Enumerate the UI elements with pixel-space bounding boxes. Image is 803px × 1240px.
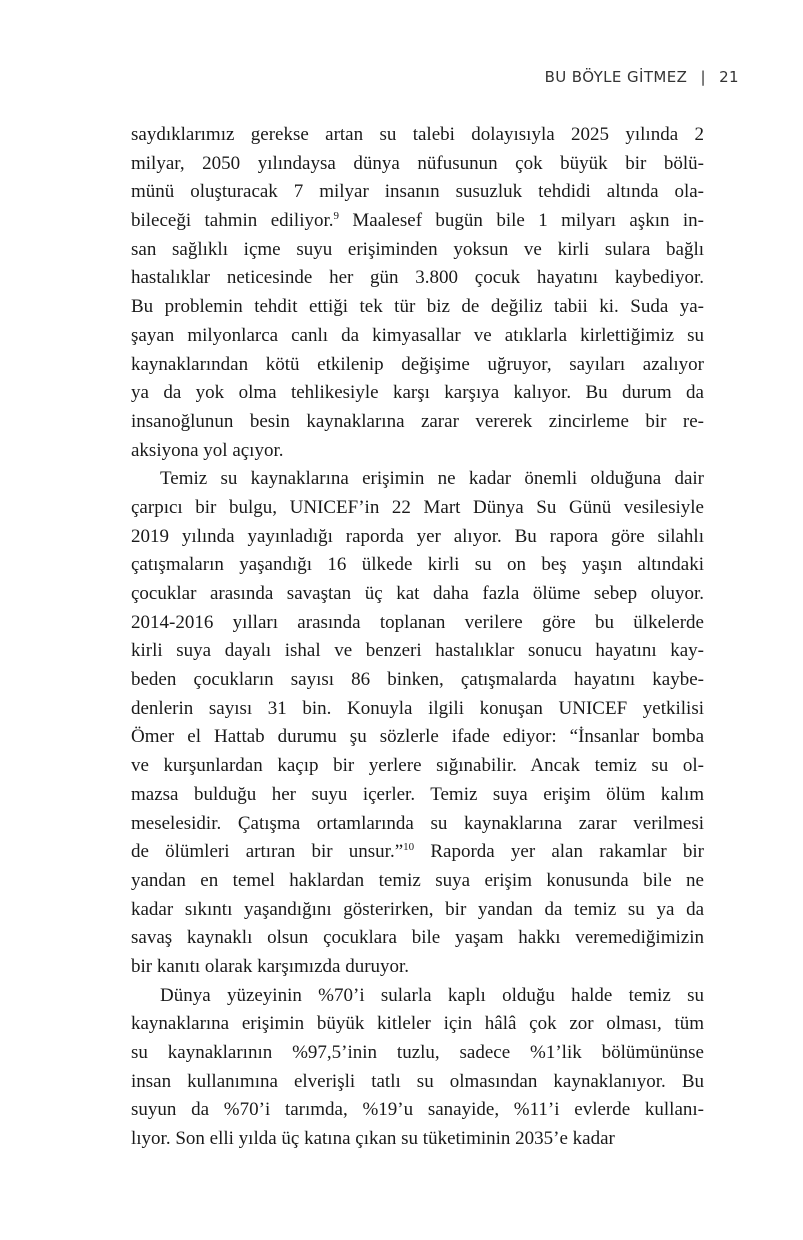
text-line: beden çocukların sayısı 86 binken, çatışmalarda hayatını kaybe- [131, 669, 704, 691]
text-line: de ölümleri artıran bir unsur.”$^{10}$ Raporda yer alan rakamlar bir [131, 841, 705, 863]
paragraph [131, 982, 704, 1154]
text-line: 2014-2016 yılları arasında toplanan verilere göre bu ülkelerde [131, 611, 704, 633]
text-line: kaynaklarından kötü etkilenip değişime uğruyor, sayıları azalıyor [131, 353, 704, 375]
text-line: san sağlıklı içme suyu erişiminden yoksun ve kirli sulara bağlı [131, 238, 704, 260]
footnote-marker: 9 [333, 210, 339, 223]
text-line: savaş kaynaklı olsun çocuklara bile yaşam hakkı veremediğimizin [131, 927, 704, 949]
text-line: Ömer el Hattab durumu şu sözlerle ifade ediyor: “İnsanlar bomba [131, 726, 704, 748]
text-line: insanoğlunun besin kaynaklarına zarar vererek zincirleme bir re- [131, 410, 704, 432]
text-line: lıyor. Son elli yılda üç katına çıkan su tüketiminin 2035’e kadar [131, 1128, 615, 1150]
text-line: Bu problemin tehdit ettiği tek tür biz de değiliz tabii ki. Suda ya- [131, 296, 704, 318]
header-separator: | [700, 68, 706, 86]
text-line: meselesidir. Çatışma ortamlarında su kaynaklarına zarar verilmesi [131, 812, 704, 834]
text-line: su kaynaklarının %97,5’inin tuzlu, sadece %1’lik bölümününse [131, 1042, 704, 1063]
text-line: milyar, 2050 yılındaysa dünya nüfusunun çok büyük bir bölü- [131, 152, 704, 174]
text-line: çocuklar arasında savaştan üç kat daha fazla ölüme sebep oluyor. [131, 583, 704, 604]
text-line: bir kanıtı olarak karşımızda duruyor. [131, 955, 410, 977]
paragraph [131, 121, 704, 465]
text-line: aksiyona yol açıyor. [131, 439, 284, 461]
running-title: BU BÖYLE GİTMEZ [544, 68, 688, 86]
text-line: kadar sıkıntı yaşandığını gösterirken, bir yandan da temiz su ya da [131, 898, 704, 920]
text-line: saydıklarımız gerekse artan su talebi dolayısıyla 2025 yılında 2 [131, 124, 704, 145]
text-line: Dünya yüzeyinin %70’i sularla kaplı olduğu halde temiz su [160, 984, 704, 1006]
body-text [131, 121, 704, 1154]
text-line: Temiz su kaynaklarına erişimin ne kadar önemli olduğuna dair [160, 468, 704, 490]
text-line: çatışmaların yaşandığı 16 ülkede kirli su on beş yaşın altındaki [131, 554, 704, 576]
text-line: kaynaklarına erişimin büyük kitleler için hâlâ çok zor olması, tüm [131, 1013, 704, 1035]
text-line: mazsa bulduğu her suyu içerler. Temiz suya erişim ölüm kalım [131, 783, 704, 805]
footnote-marker: 10 [403, 841, 415, 854]
text-line: bileceği tahmin ediliyor.$^9$ Maalesef bugün bile 1 milyarı aşkın in- [131, 210, 704, 232]
text-line: çarpıcı bir bulgu, UNICEF’in 22 Mart Dünya Su Günü vesilesiyle [131, 496, 704, 518]
text-line: kirli suya dayalı ishal ve benzeri hastalıklar sonucu hayatını kay- [131, 640, 704, 662]
text-line: ya da yok olma tehlikesiyle karşı karşıya kalıyor. Bu durum da [131, 382, 704, 404]
text-line: insan kullanımına elverişli tatlı su olmasından kaynaklanıyor. Bu [131, 1070, 704, 1092]
text-line: yandan en temel haklardan temiz suya erişim konusunda bile ne [131, 869, 704, 891]
paragraph [131, 465, 704, 981]
text-line: 2019 yılında yayınladığı raporda yer alıyor. Bu rapora göre silahlı [131, 525, 704, 547]
text-line: şayan milyonlarca canlı da kimyasallar ve atıklarla kirlettiğimiz su [131, 324, 704, 346]
text-line: denlerin sayısı 31 bin. Konuyla ilgili konuşan UNICEF yetkilisi [131, 697, 704, 719]
page-number: 21 [719, 68, 739, 86]
text-line: suyun da %70’i tarımda, %19’u sanayide, %11’i evlerde kullanı- [131, 1099, 704, 1121]
running-header [545, 66, 739, 88]
text-line: münü oluşturacak 7 milyar insanın susuzluk tehdidi altında ola- [131, 181, 704, 203]
text-line: hastalıklar neticesinde her gün 3.800 çocuk hayatını kaybediyor. [131, 267, 704, 289]
text-line: ve kurşunlardan kaçıp bir yerlere sığınabilir. Ancak temiz su ol- [131, 755, 704, 777]
